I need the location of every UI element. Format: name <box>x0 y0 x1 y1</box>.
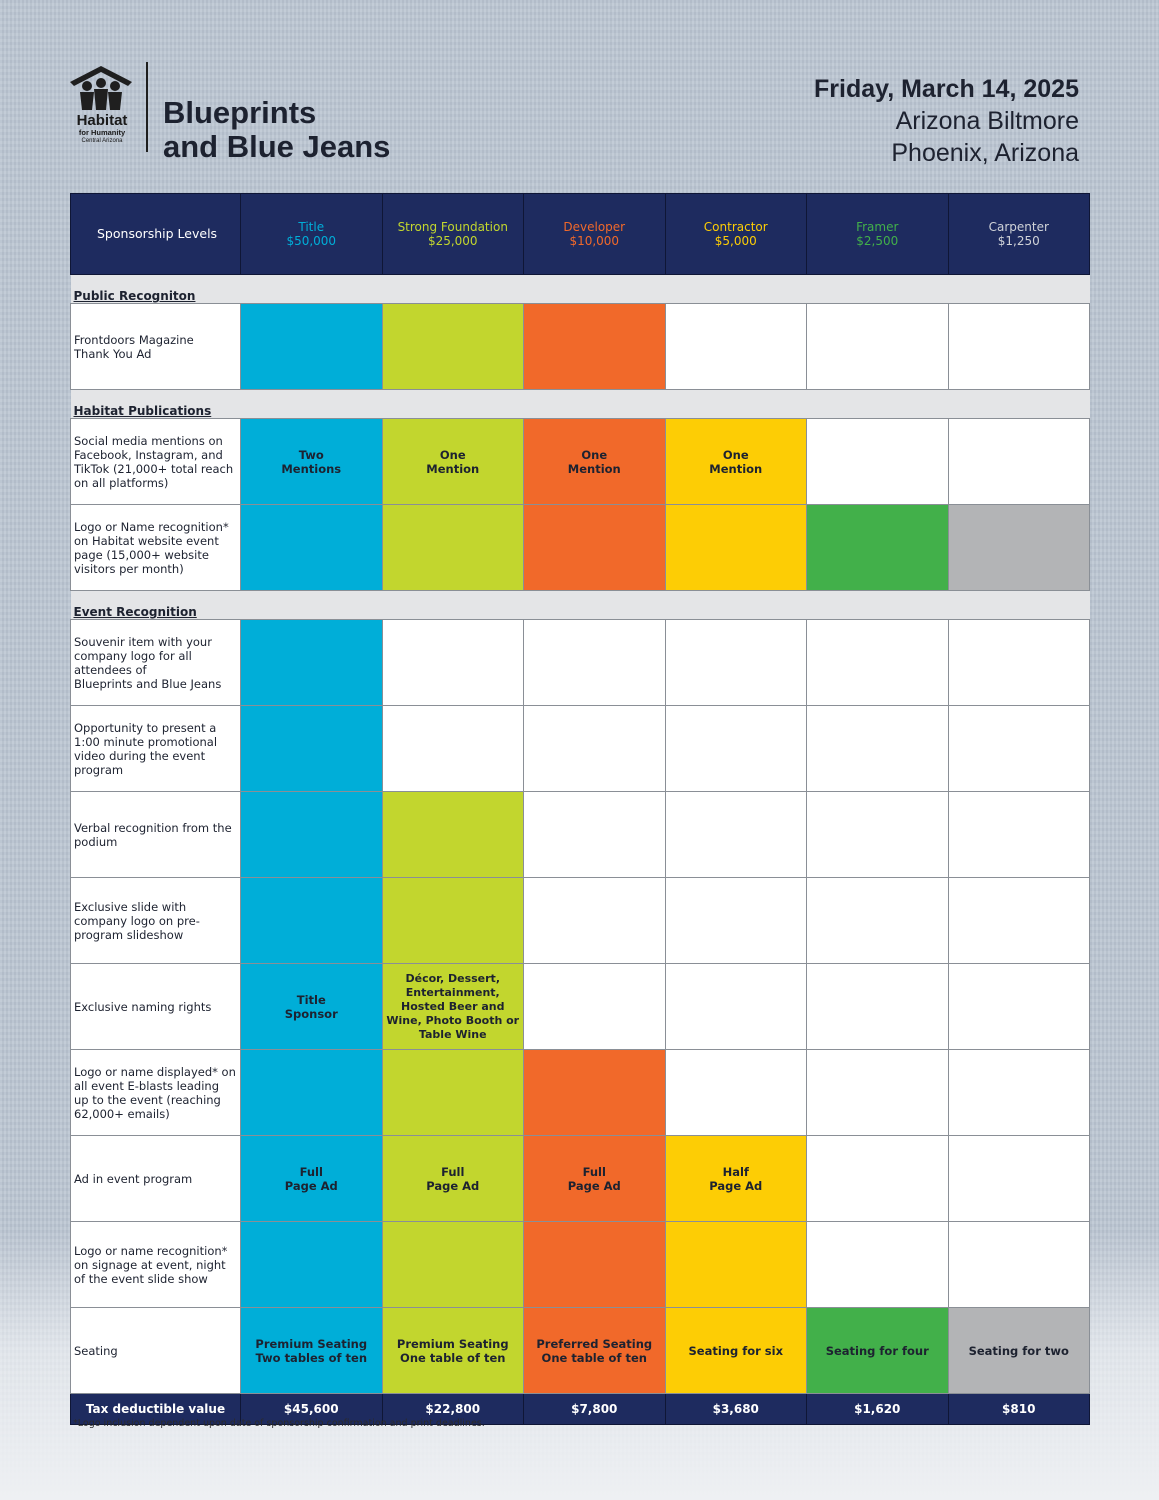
table-row <box>71 878 1090 964</box>
logo-line-3: Central Arizona <box>81 138 123 144</box>
level-name: Framer <box>856 220 899 234</box>
level-name: Title <box>298 220 325 234</box>
level-name: Strong Foundation <box>397 220 508 234</box>
benefit-cell: Premium Seating Two tables of ten <box>241 1308 383 1394</box>
empty-cell <box>665 792 807 878</box>
level-developer-header <box>524 194 666 275</box>
section-habitat-publications: Habitat Publications <box>71 390 1090 419</box>
level-strong-foundation-header <box>382 194 524 275</box>
benefit-cell <box>665 1222 807 1308</box>
row-label: Opportunity to present a 1:00 minute promotional video during the event program <box>71 706 241 792</box>
empty-cell <box>807 419 949 505</box>
row-label: Exclusive naming rights <box>71 964 241 1050</box>
empty-cell <box>665 304 807 390</box>
benefit-cell <box>524 304 666 390</box>
table-row <box>71 1308 1090 1394</box>
benefit-cell: One Mention <box>665 419 807 505</box>
table-row <box>71 1222 1090 1308</box>
benefit-cell <box>524 1050 666 1136</box>
empty-cell <box>524 792 666 878</box>
empty-cell <box>524 620 666 706</box>
tax-value: $22,800 <box>382 1394 524 1425</box>
benefit-cell <box>241 620 383 706</box>
sponsorship-levels-header: Sponsorship Levels <box>71 194 241 275</box>
event-title <box>163 96 390 164</box>
event-title-line-2: and Blue Jeans <box>163 129 391 164</box>
benefit-cell <box>382 792 524 878</box>
empty-cell <box>948 1136 1090 1222</box>
level-price: $1,250 <box>997 234 1040 248</box>
row-label: Ad in event program <box>71 1136 241 1222</box>
benefit-cell: One Mention <box>524 419 666 505</box>
section-row <box>71 275 1090 304</box>
row-label: Exclusive slide with company logo on pre-program slideshow <box>71 878 241 964</box>
footnote: *Logo inclusion dependent upon date of sponsorship confirmation and print deadlines. <box>73 1418 485 1429</box>
benefit-cell <box>807 505 949 591</box>
benefit-cell: One Mention <box>382 419 524 505</box>
empty-cell <box>948 620 1090 706</box>
row-label: Souvenir item with your company logo for all attendees of Blueprints and Blue Jeans <box>71 620 241 706</box>
empty-cell <box>948 419 1090 505</box>
section-row <box>71 591 1090 620</box>
table-row <box>71 706 1090 792</box>
empty-cell <box>807 1050 949 1136</box>
event-details <box>814 74 1079 169</box>
level-title-header <box>241 194 383 275</box>
level-price: $5,000 <box>714 234 757 248</box>
table-row <box>71 419 1090 505</box>
benefit-cell <box>382 878 524 964</box>
empty-cell <box>524 878 666 964</box>
benefit-cell <box>382 505 524 591</box>
empty-cell <box>665 706 807 792</box>
empty-cell <box>524 964 666 1050</box>
level-name: Contractor <box>703 220 768 234</box>
table-row <box>71 792 1090 878</box>
row-label: Logo or name recognition* on signage at event, night of the event slide show <box>71 1222 241 1308</box>
empty-cell <box>665 1050 807 1136</box>
benefit-cell: Title Sponsor <box>241 964 383 1050</box>
level-price: $2,500 <box>856 234 899 248</box>
empty-cell <box>948 1222 1090 1308</box>
benefit-cell <box>524 505 666 591</box>
row-label: Verbal recognition from the podium <box>71 792 241 878</box>
benefit-cell <box>948 505 1090 591</box>
empty-cell <box>807 878 949 964</box>
benefit-cell <box>382 1222 524 1308</box>
benefit-cell <box>241 878 383 964</box>
empty-cell <box>948 878 1090 964</box>
empty-cell <box>948 706 1090 792</box>
level-carpenter-header <box>948 194 1090 275</box>
level-price: $50,000 <box>286 234 337 248</box>
table-row <box>71 1050 1090 1136</box>
benefit-cell: Premium Seating One table of ten <box>382 1308 524 1394</box>
level-framer-header <box>807 194 949 275</box>
event-date: Friday, March 14, 2025 <box>814 75 1079 103</box>
empty-cell <box>807 792 949 878</box>
empty-cell <box>382 706 524 792</box>
header-divider <box>146 62 148 152</box>
empty-cell <box>807 964 949 1050</box>
benefit-cell <box>241 1050 383 1136</box>
benefit-cell <box>665 505 807 591</box>
benefit-cell <box>241 706 383 792</box>
empty-cell <box>807 304 949 390</box>
empty-cell <box>665 878 807 964</box>
benefit-cell: Full Page Ad <box>524 1136 666 1222</box>
tax-value: $7,800 <box>524 1394 666 1425</box>
benefit-cell: Full Page Ad <box>241 1136 383 1222</box>
level-contractor-header <box>665 194 807 275</box>
row-label: Seating <box>71 1308 241 1394</box>
event-title-line-1: Blueprints <box>163 95 317 130</box>
table-row <box>71 1136 1090 1222</box>
benefit-cell <box>241 304 383 390</box>
benefit-cell <box>241 792 383 878</box>
empty-cell <box>948 792 1090 878</box>
row-label: Logo or Name recognition* on Habitat website event page (15,000+ website visitors per month) <box>71 505 241 591</box>
table-row <box>71 964 1090 1050</box>
benefit-cell: Preferred Seating One table of ten <box>524 1308 666 1394</box>
empty-cell <box>665 964 807 1050</box>
level-name: Developer <box>563 220 626 234</box>
benefit-cell: Seating for two <box>948 1308 1090 1394</box>
level-price: $25,000 <box>427 234 478 248</box>
row-label: Logo or name displayed* on all event E-blasts leading up to the event (reaching 62,000+ emails) <box>71 1050 241 1136</box>
table-header-row <box>71 194 1090 275</box>
level-price: $10,000 <box>569 234 620 248</box>
table-row <box>71 304 1090 390</box>
empty-cell <box>807 1222 949 1308</box>
benefit-cell <box>524 1222 666 1308</box>
table-row <box>71 505 1090 591</box>
benefit-cell <box>241 1222 383 1308</box>
section-row <box>71 390 1090 419</box>
row-label: Frontdoors Magazine Thank You Ad <box>71 304 241 390</box>
empty-cell <box>807 620 949 706</box>
sponsorship-table <box>70 193 1090 1425</box>
benefit-cell: Seating for four <box>807 1308 949 1394</box>
table-row <box>71 620 1090 706</box>
benefit-cell: Décor, Dessert, Entertainment, Hosted Beer and Wine, Photo Booth or Table Wine <box>382 964 524 1050</box>
empty-cell <box>807 706 949 792</box>
benefit-cell: Two Mentions <box>241 419 383 505</box>
tax-value: $45,600 <box>241 1394 383 1425</box>
logo-line-2: for Humanity <box>78 128 126 137</box>
benefit-cell: Half Page Ad <box>665 1136 807 1222</box>
section-public-recognition: Public Recogniton <box>71 275 1090 304</box>
empty-cell <box>948 1050 1090 1136</box>
tax-label: Tax deductible value <box>71 1394 241 1425</box>
empty-cell <box>948 964 1090 1050</box>
benefit-cell <box>382 304 524 390</box>
section-event-recognition: Event Recognition <box>71 591 1090 620</box>
empty-cell <box>807 1136 949 1222</box>
row-label: Social media mentions on Facebook, Instagram, and TikTok (21,000+ total reach on all platforms) <box>71 419 241 505</box>
empty-cell <box>665 620 807 706</box>
benefit-cell: Full Page Ad <box>382 1136 524 1222</box>
empty-cell <box>382 620 524 706</box>
empty-cell <box>524 706 666 792</box>
benefit-cell <box>382 1050 524 1136</box>
tax-value: $1,620 <box>807 1394 949 1425</box>
event-venue: Arizona Biltmore <box>895 107 1079 135</box>
empty-cell <box>948 304 1090 390</box>
benefit-cell: Seating for six <box>665 1308 807 1394</box>
tax-value: $3,680 <box>665 1394 807 1425</box>
level-name: Carpenter <box>988 220 1049 234</box>
logo-wordmark <box>62 113 142 145</box>
tax-value: $810 <box>948 1394 1090 1425</box>
benefit-cell <box>241 505 383 591</box>
logo-line-1: Habitat <box>76 112 128 129</box>
event-city: Phoenix, Arizona <box>891 139 1079 167</box>
